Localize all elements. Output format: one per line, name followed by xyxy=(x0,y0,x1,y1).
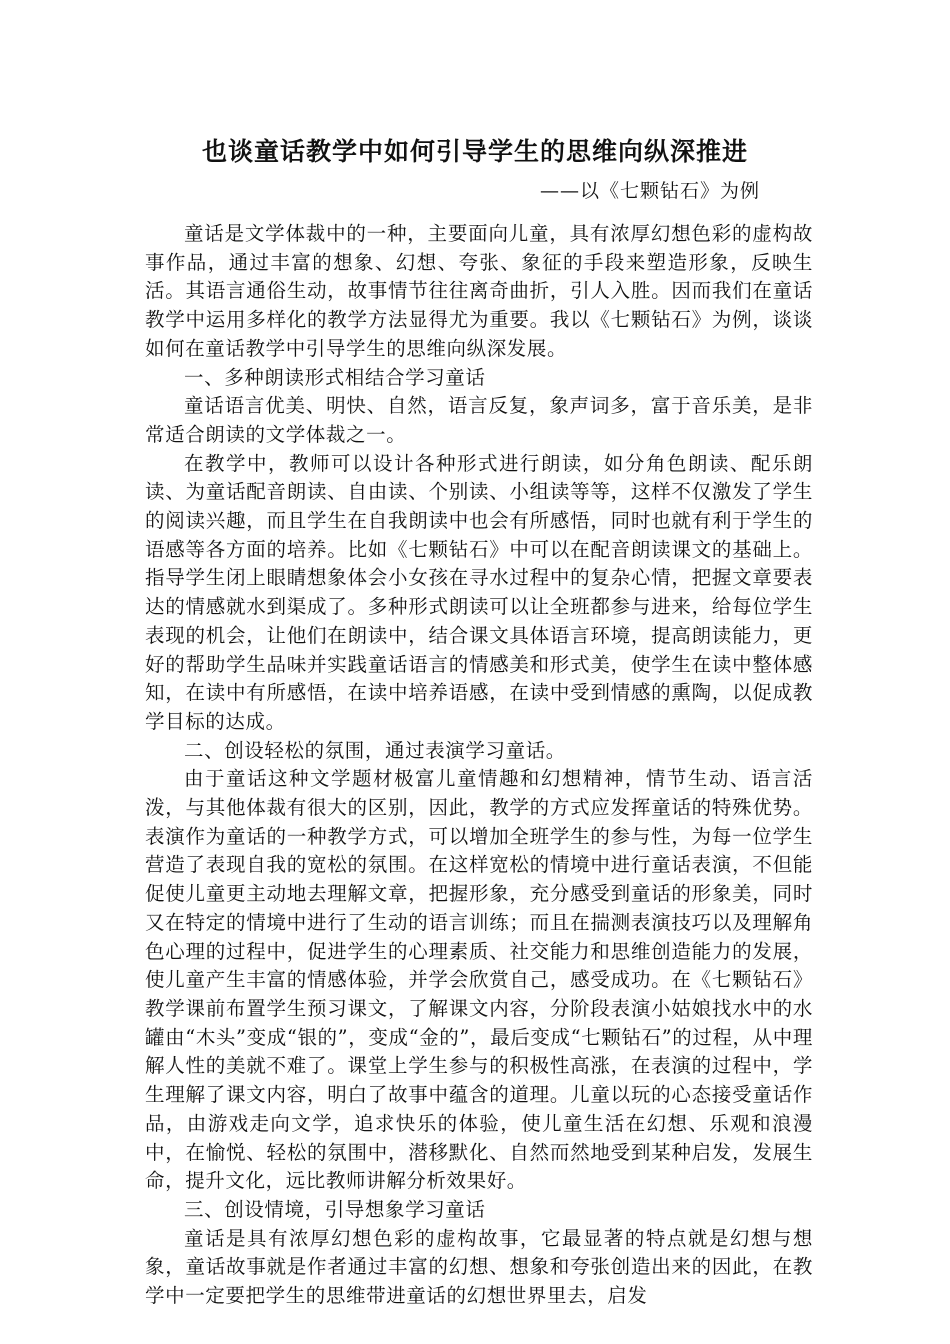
document-subtitle: ——以《七颗钻石》为例 xyxy=(539,180,760,202)
paragraph: 由于童话这种文学题材极富儿童情趣和幻想精神，情节生动、语言活泼，与其他体裁有很大的区别，因此，教学的方式应发挥童话的特殊优势。表演作为童话的一种教学方式，可以增加全班学生的参与性，为每一位学生营造了表现自我的宽松的氛围。在这样宽松的情境中进行童话表演，不但能促使儿童更主动地去理解文章，把握形象，充分感受到童话的形象美，同时又在特定的情境中进行了生动的语言训练；而且在揣测表演技巧以及理解角色心理的过程中，促进学生的心理素质、社交能力和思维创造能力的发展，使儿童产生丰富的情感体验，并学会欣赏自己，感受成功。在《七颗钻石》教学课前布置学生预习课文，了解课文内容，分阶段表演小姑娘找水中的水罐由“木头”变成“银的”，变成“金的”，最后变成“七颗钻石”的过程，从中理解人性的美就不难了。课堂上学生参与的积极性高涨，在表演的过程中，学生理解了课文内容，明白了故事中蕴含的道理。儿童以玩的心态接受童话作品，由游戏走向文学，追求快乐的体验，使儿童生活在幻想、乐观和浪漫中，在愉悦、轻松的氛围中，潜移默化、自然而然地受到某种启发，发展生命，提升文化，远比教师讲解分析效果好。 xyxy=(145,767,813,1193)
section-heading-2: 二、创设轻松的氛围，通过表演学习童话。 xyxy=(184,738,566,762)
paragraph: 在教学中，教师可以设计各种形式进行朗读，如分角色朗读、配乐朗读、为童话配音朗读、自由读、个别读、小组读等等，这样不仅激发了学生的阅读兴趣，而且学生在自我朗读中也会有所感悟，同时也就有利于学生的语感等各方面的培养。比如《七颗钻石》中可以在配音朗读课文的基础上。指导学生闭上眼睛想象体会小女孩在寻水过程中的复杂心情，把握文章要表达的情感就水到渠成了。多种形式朗读可以让全班都参与进来，给每位学生表现的机会，让他们在朗读中，结合课文具体语言环境，提高朗读能力，更好的帮助学生品味并实践童话语言的情感美和形式美，使学生在读中整体感知，在读中有所感悟，在读中培养语感，在读中受到情感的熏陶，以促成教学目标的达成。 xyxy=(145,451,813,733)
document-title: 也谈童话教学中如何引导学生的思维向纵深推进 xyxy=(201,137,748,166)
paragraph: 童话是具有浓厚幻想色彩的虚构故事，它最显著的特点就是幻想与想象，童话故事就是作者通过丰富的幻想、想象和夸张创造出来的因此，在教学中一定要把学生的思维带进童话的幻想世界里去，启发 xyxy=(145,1226,813,1308)
section-heading-3: 三、创设情境，引导想象学习童话 xyxy=(184,1197,486,1221)
paragraph-intro: 童话是文学体裁中的一种，主要面向儿童，具有浓厚幻想色彩的虚构故事作品，通过丰富的想象、幻想、夸张、象征的手段来塑造形象，反映生活。其语言通俗生动，故事情节往往离奇曲折，引人入胜。因而我们在童话教学中运用多样化的教学方法显得尤为重要。我以《七颗钻石》为例，谈谈如何在童话教学中引导学生的思维向纵深发展。 xyxy=(145,222,813,360)
paragraph: 童话语言优美、明快、自然，语言反复，象声词多，富于音乐美，是非常适合朗读的文学体裁之一。 xyxy=(145,394,813,446)
section-heading-1: 一、多种朗读形式相结合学习童话 xyxy=(184,365,486,389)
document-body xyxy=(145,220,813,1311)
